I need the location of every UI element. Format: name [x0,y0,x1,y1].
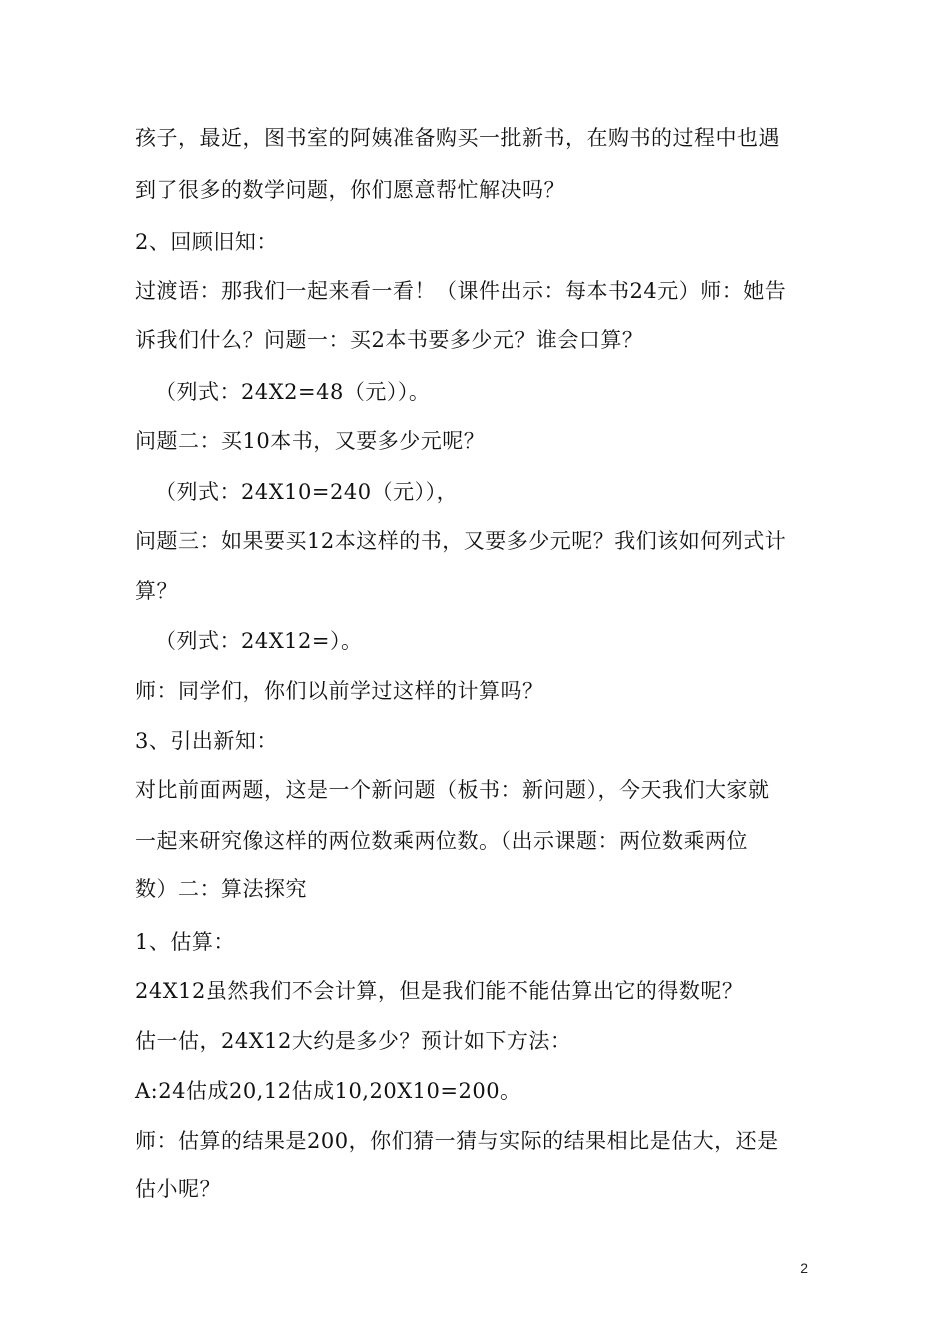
paragraph-line: 孩子，最近，图书室的阿姨准备购买一批新书，在购书的过程中也遇 [135,126,780,150]
formula-line: （列式：24X10=240（元））， [155,480,459,504]
section-heading: 3、引出新知： [135,729,278,753]
paragraph-line: 估一估，24X12大约是多少？预计如下方法： [135,1029,572,1053]
page-number: 2 [800,1260,808,1276]
paragraph-line: 诉我们什么？问题一：买2本书要多少元？谁会口算？ [135,328,644,352]
paragraph-line: 到了很多的数学问题，你们愿意帮忙解决吗？ [135,178,565,202]
formula-line: （列式：24X12=）。 [155,629,363,653]
paragraph-line: 师：同学们，你们以前学过这样的计算吗？ [135,679,544,703]
formula-line: （列式：24X2=48（元））。 [155,380,431,404]
paragraph-line: 问题三：如果要买12本这样的书，又要多少元呢？我们该如何列式计 [135,529,787,553]
paragraph-line: 24X12虽然我们不会计算，但是我们能不能估算出它的得数呢？ [135,979,744,1003]
paragraph-line: 一起来研究像这样的两位数乘两位数。（出示课题：两位数乘两位 [135,829,748,853]
paragraph-line: 问题二：买10本书，又要多少元呢？ [135,429,486,453]
paragraph-line: 师：估算的结果是200，你们猜一猜与实际的结果相比是估大，还是 [135,1129,779,1153]
paragraph-line: 对比前面两题，这是一个新问题（板书：新问题），今天我们大家就 [135,778,770,802]
paragraph-line: 估小呢？ [135,1177,221,1201]
paragraph-line: 过渡语：那我们一起来看一看！（课件出示：每本书24元）师：她告 [135,279,787,303]
paragraph-line: 数）二：算法探究 [135,877,307,901]
section-heading: 2、回顾旧知： [135,230,278,254]
section-heading: 1、估算： [135,930,235,954]
paragraph-line: 算？ [135,579,178,603]
paragraph-line: A:24估成20,12估成10,20X10=200。 [135,1079,522,1103]
